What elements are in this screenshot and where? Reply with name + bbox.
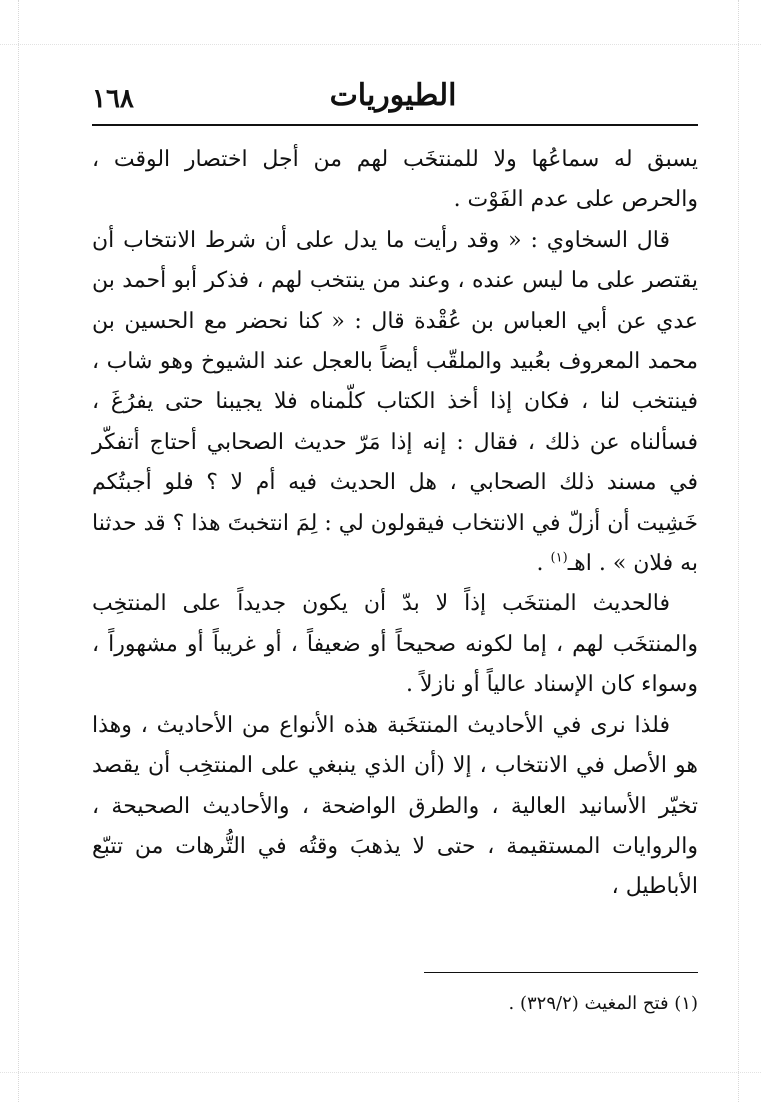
text-line: إنه إذا مَرّ حديث الصحابي أحتاج أتفكّر في مسند ذلك الصحابي ، هل — [92, 429, 699, 496]
text-line: أبي العباس بن عُقْدة قال : « كنا نحضر مع الحسين بن محمد المعروف — [92, 308, 699, 375]
text-line: لهم ، إما لكونه صحيحاً أو ضعيفاً ، أو غريباً أو مشهوراً ، وسواء كان — [92, 631, 698, 698]
text-line: الأسانيد العالية ، والطرق الواضحة ، والأحاديث الصحيحة ، والروايات — [92, 793, 698, 859]
text-line: الحديث فيه أم لا ؟ فلو أجبتُكم خَشِيت أن أزلّ في الانتخاب فيقولون لي : لِمَ — [92, 470, 699, 536]
text-line: قال السخاوي : « وقد رأيت ما يدل على أن شرط الانتخاب أن يقتصر — [92, 227, 698, 294]
header-rule — [92, 124, 698, 126]
footnote: (١) فتح المغيث (٣٢٩/٢) . — [508, 993, 698, 1014]
text-line: بعُبيد والملقّب أيضاً بالعجل عند الشيوخ وهو شاب ، فينتخب لنا ، فكان — [92, 349, 699, 415]
text-line: المستقيمة ، حتى لا يذهبَ وقتُه في التُّرهات من تتبّع الأباطيل ، — [92, 833, 698, 900]
running-title: الطيوريات — [329, 78, 457, 113]
page-number: ١٦٨ — [92, 84, 134, 114]
margin-guide-left — [18, 0, 19, 1102]
margin-guide-top — [0, 44, 761, 45]
text-line: فالحديث المنتخَب إذاً لا بدّ أن يكون جديداً على المنتخِب والمنتخَب — [92, 591, 698, 657]
paragraph-3 — [92, 584, 698, 705]
footnote-marker[interactable]: (١) — [550, 550, 568, 566]
margin-guide-right — [738, 0, 739, 1102]
footnote-rule — [424, 972, 698, 973]
text-line: الإسناد عالياً أو نازلاً . — [405, 672, 594, 698]
paragraph-1 — [92, 140, 698, 221]
page-header — [88, 78, 698, 124]
text-line: إذا أخذ الكتاب كلّمناه فلا يجيبنا حتى يفرُغَ ، فسألناه عن ذلك ، فقال : — [92, 389, 698, 455]
text-line: انتخبتَ هذا ؟ قد حدثنا به فلان » . اهـ — [92, 510, 698, 577]
text-line: على ما ليس عنده ، وعند من ينتخب لهم ، فذكر أبو أحمد بن عدي عن — [92, 268, 698, 334]
paragraph-4 — [92, 706, 698, 908]
text-line: الأصل في الانتخاب ، إلا (أن الذي ينبغي على المنتخِب أن يقصد تخيّر — [92, 753, 699, 819]
margin-guide-bottom — [0, 1072, 761, 1073]
text-line: فلذا نرى في الأحاديث المنتخَبة هذه الأنواع من الأحاديث ، وهذا هو — [92, 712, 698, 779]
text-line: يسبق له سماعُها ولا للمنتخَب لهم من أجل اختصار الوقت ، والحرص — [92, 147, 698, 213]
body-text — [92, 140, 698, 908]
paragraph-2: قال السخاوي : « وقد رأيت ما يدل على أن شرط الانتخاب أن يقتصر على ما ليس عنده ، وعند من ينتخب لهم ، فذكر أبو أحمد بن عدي عن أبي العباس بن عُقْدة قال : « كنا نحضر مع الحسين بن محمد المعروف بعُبيد والملقّب أيضاً بالعجل عند الشيوخ وهو شاب ، فينتخب لنا ، فكان إذا أخذ الكتاب كلّمناه فلا يجيبنا حتى يفرُغَ ، فسألناه عن ذلك ، فقال : إنه إذا مَرّ حديث الصحابي أحتاج أتفكّر في مسند ذلك الصحابي ، هل الحديث فيه أم لا ؟ فلو أجبتُكم خَشِيت أن أزلّ في الانتخاب فيقولون لي : لِمَ انتخبتَ هذا ؟ قد حدثنا به فلان » . اهـ$^{(١)}$ . — [92, 227, 699, 577]
text-line: على عدم الفَوْت . — [453, 187, 615, 213]
